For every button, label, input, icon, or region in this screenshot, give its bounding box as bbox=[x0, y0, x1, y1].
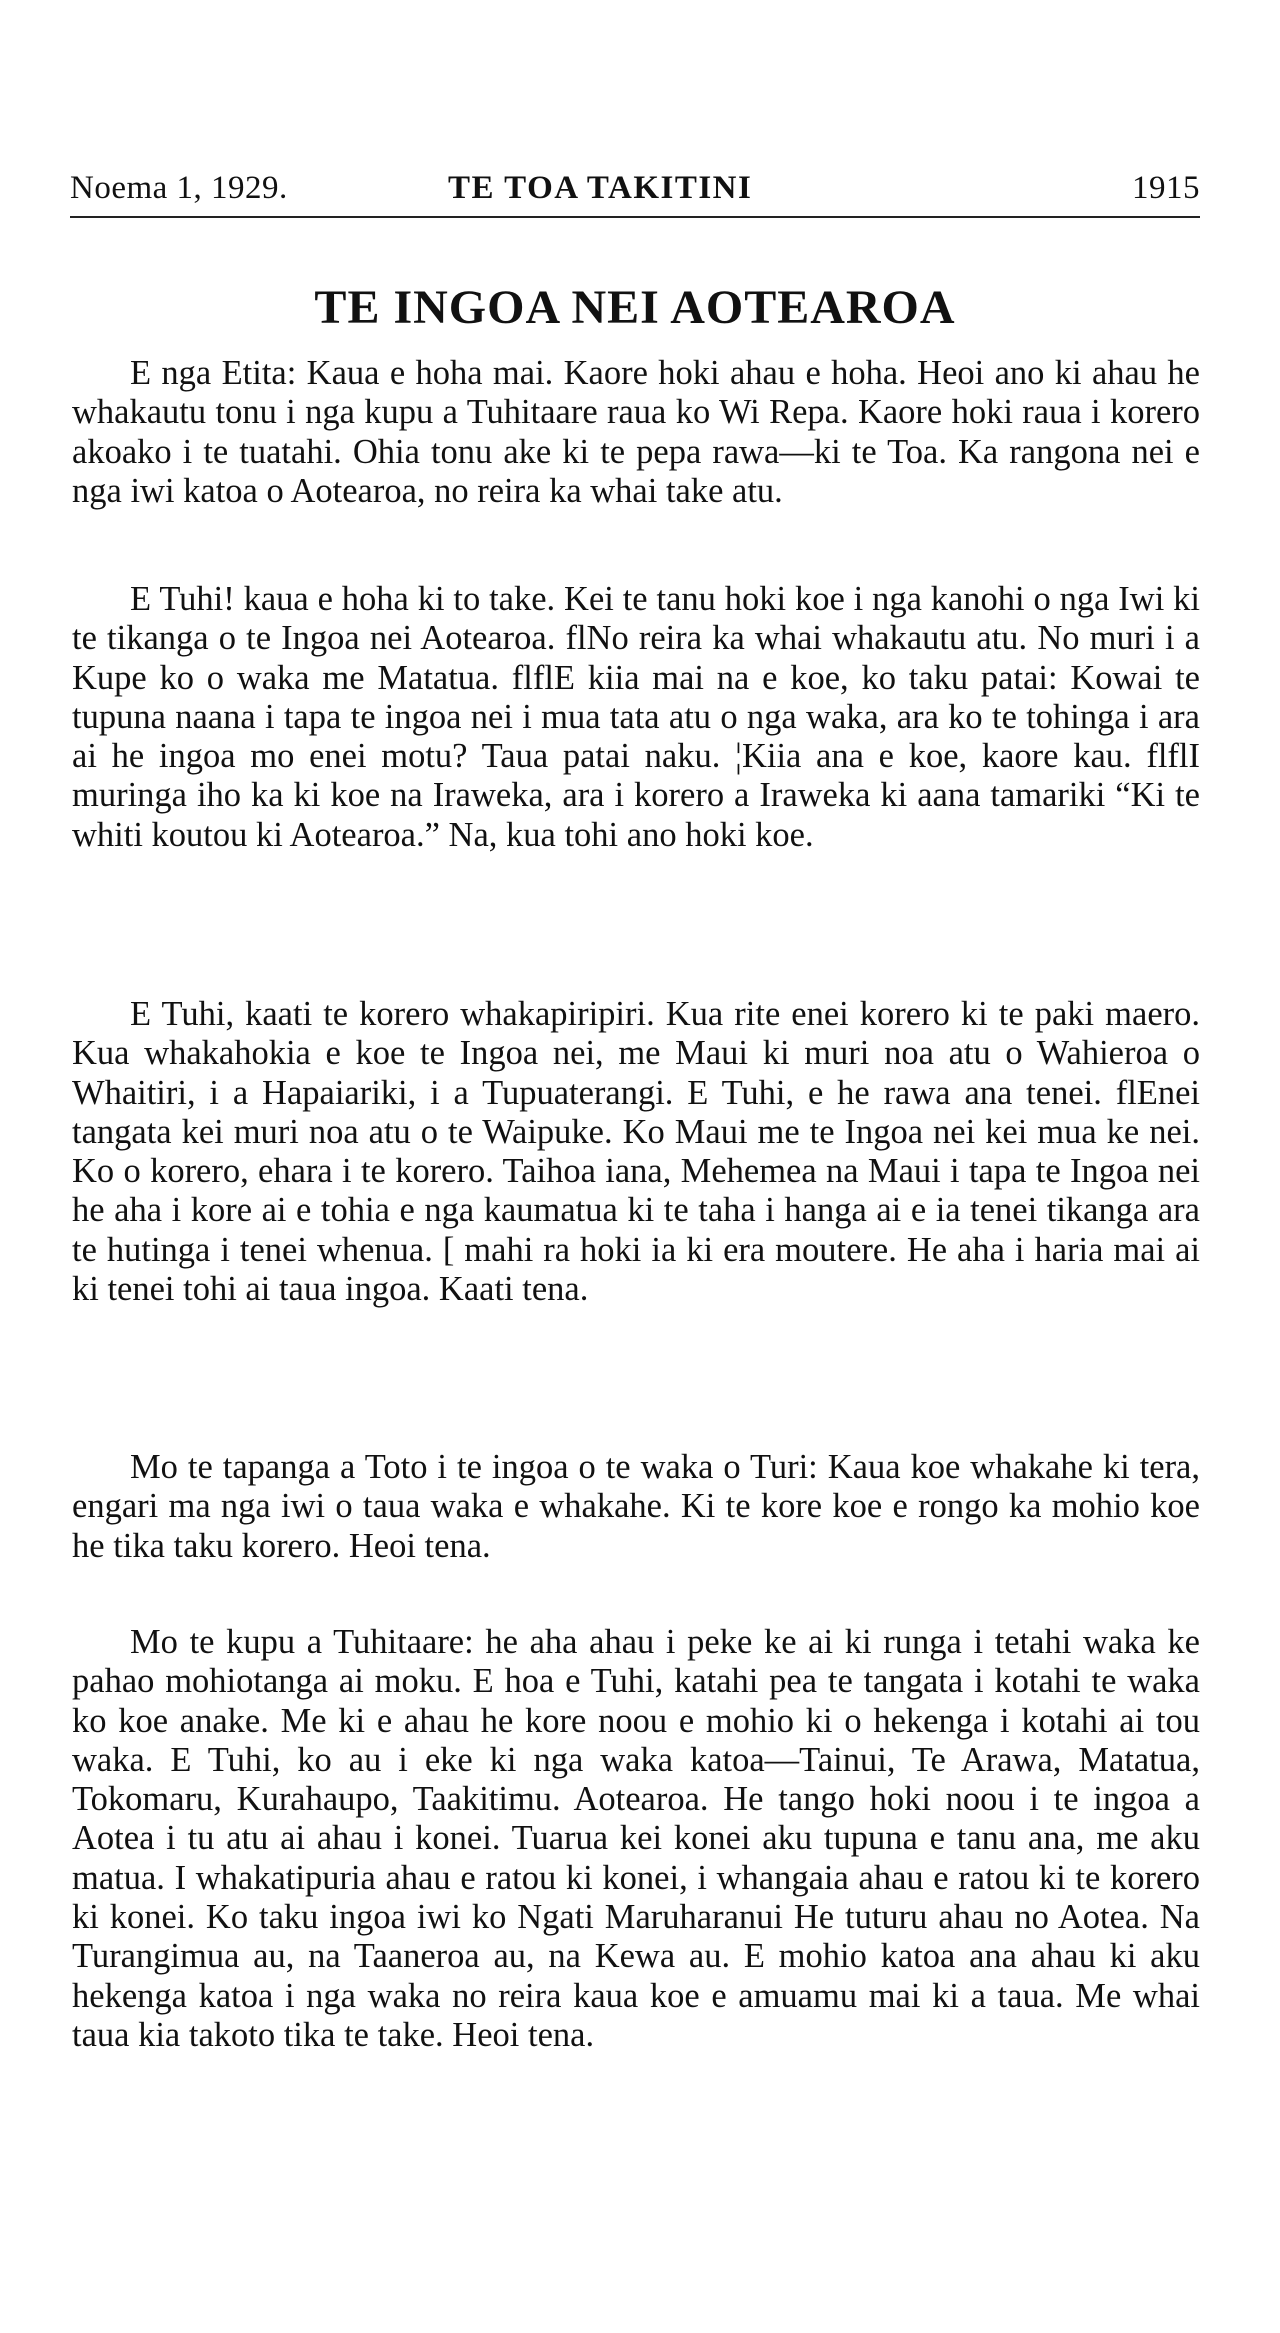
article-title: TE INGOA NEI AOTEAROA bbox=[314, 281, 956, 334]
issue-date: Noema 1, 1929. bbox=[70, 170, 288, 206]
paragraph-5: Mo te kupu a Tuhitaare: he aha ahau i peke ke ai ki runga i tetahi waka ke pahao mohiotanga ai moku. E hoa e Tuhi, katahi pea te tangata i kotahi te waka ko koe anake. Me ki e ahau he kore noou e mohio ki o hekenga i kotahi ai tou waka. E Tuhi, ko au i eke ki nga waka katoa—Tainui, Te Arawa, Matatua, Tokomaru, Kurahaupo, Taakitimu. Aotearoa. He tango hoki noou i te ingoa a Aotea i tu atu ai ahau i konei. Tuarua kei konei aku tupuna e tanu ana, me aku matua. I whakatipuria ahau e ratou ki konei, i whangaia ahau e ratou ki te korero ki konei. Ko taku ingoa iwi ko Ngati Maruharanui He tuturu ahau no Aotea. Na Turangimua au, na Taaneroa au, na Kewa au. E mohio katoa ana ahau ki aku hekenga katoa i nga waka no reira kaua koe e amuamu mai ki a taua. Me whai taua kia takoto tika te take. Heoi tena. bbox=[72, 1623, 1200, 2054]
paragraph-1: E nga Etita: Kaua e hoha mai. Kaore hoki ahau e hoha. Heoi ano ki ahau he whakautu tonu i nga kupu a Tuhitaare raua ko Wi Repa. Kaore hoki raua i korero akoako i te tuatahi. Ohia tonu ake ki te pepa rawa—ki te Toa. Ka rangona nei e nga iwi katoa o Aotearoa, no reira ka whai take atu. bbox=[72, 354, 1200, 510]
paragraph-2: E Tuhi! kaua e hoha ki to take. Kei te tanu hoki koe i nga kanohi o nga Iwi ki te tikanga o te Ingoa nei Aotearoa. flNo reira ka whai whakautu atu. No muri i a Kupe ko o waka me Matatua. flflE kiia mai na e koe, ko taku patai: Kowai te tupuna naana i tapa te ingoa nei i mua tata atu o nga waka, ara ko te tohinga i ara ai he ingoa mo enei motu? Taua patai naku. ¦Kiia ana e koe, kaore kau. flflI muringa iho ka ki koe na Iraweka, ara i korero a Iraweka ki aana tamariki “Ki te whiti koutou ki Aotearoa.” Na, kua tohi ano hoki koe. bbox=[72, 580, 1200, 854]
paragraph-4: Mo te tapanga a Toto i te ingoa o te waka o Turi: Kaua koe whakahe ki tera, engari ma nga iwi o taua waka e whakahe. Ki te kore koe e rongo ka mohio koe he tika taku korero. Heoi tena. bbox=[72, 1448, 1200, 1565]
header-rule bbox=[70, 216, 1200, 218]
paragraph-3: E Tuhi, kaati te korero whakapiripiri. Kua rite enei korero ki te paki maero. Kua whakahokia e koe te Ingoa nei, me Maui ki muri noa atu o Wahieroa o Whaitiri, i a Hapaiariki, i a Tupuaterangi. E Tuhi, e he rawa ana tenei. flEnei tangata kei muri noa atu o te Waipuke. Ko Maui me te Ingoa nei kei mua ke nei. Ko o korero, ehara i te korero. Taihoa iana, Mehemea na Maui i tapa te Ingoa nei he aha i kore ai e tohia e nga kaumatua ki te taha i hanga ai e ia tenei tikanga ara te hutinga i tenei whenua. [ mahi ra hoki ia ki era moutere. He aha i haria mai ai ki tenei tohi ai taua ingoa. Kaati tena. bbox=[72, 995, 1200, 1309]
running-header bbox=[70, 170, 1200, 216]
journal-title: TE TOA TAKITINI bbox=[448, 170, 753, 206]
page-number: 1915 bbox=[1132, 170, 1200, 206]
